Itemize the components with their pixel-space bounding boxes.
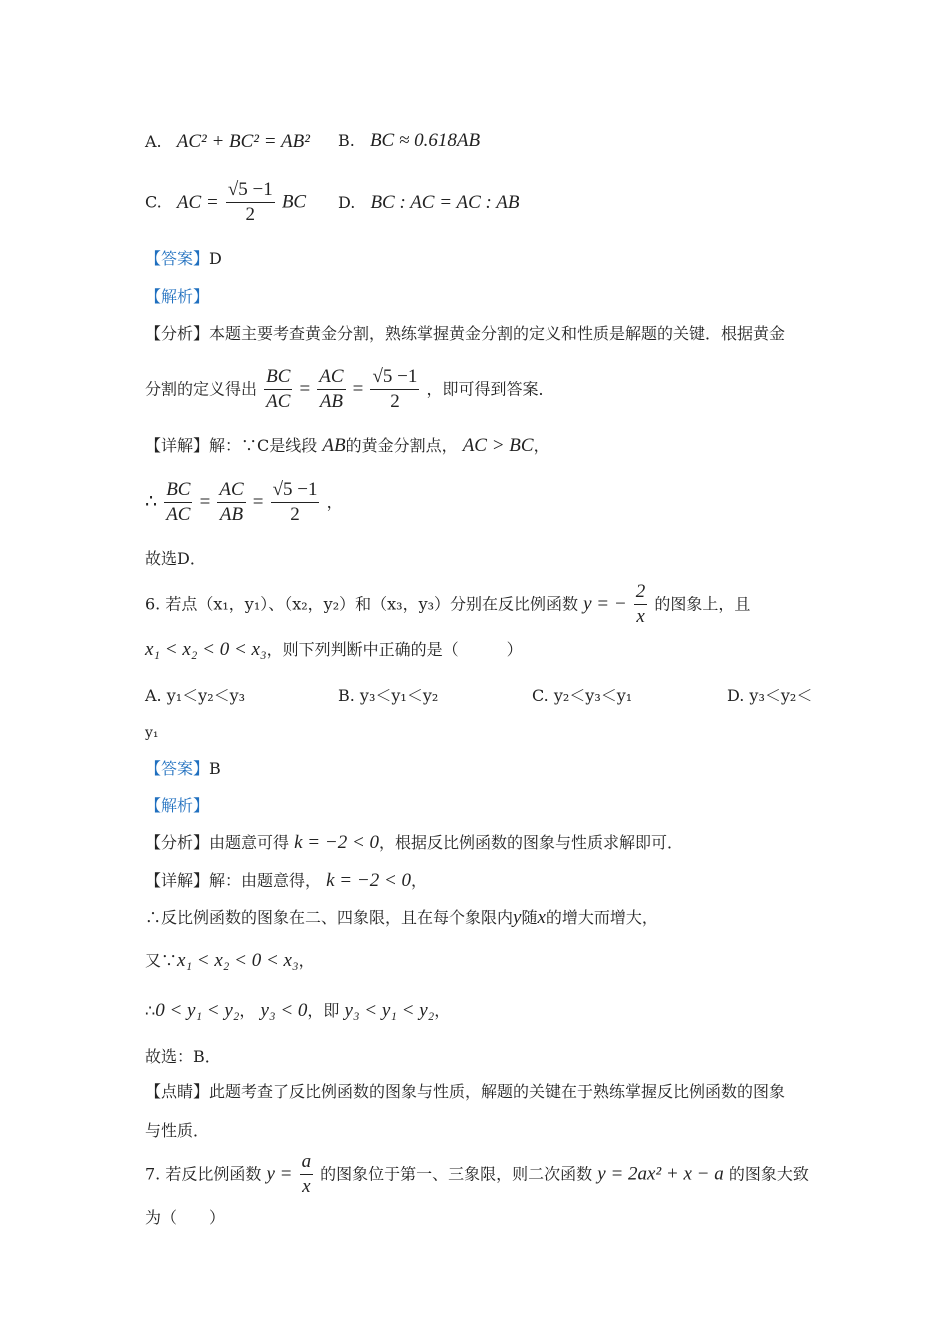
q5-option-c-lhs: AC =	[176, 191, 219, 213]
q6-therefore-math3: y₃ < y₁ < y₂	[344, 1000, 435, 1021]
equals-sign: =	[299, 378, 311, 400]
q6-func-fraction	[634, 580, 648, 629]
q5-option-c-denominator: 2	[245, 204, 256, 225]
q5-xiangjie-comma: ，	[533, 436, 550, 455]
q6-quadrant-x: x	[537, 907, 546, 928]
q6-answer-tag: 【答案】	[145, 759, 210, 778]
q5-xiangjie-frac-bc-ac	[164, 478, 192, 527]
equals-sign: =	[199, 491, 211, 513]
q6-xiangjie-post: ，	[411, 871, 428, 890]
frac-numerator: a	[300, 1150, 314, 1175]
frac-denominator: x	[636, 606, 645, 627]
q5-fenxi-text: 本题主要考查黄金分割，熟练掌握黄金分割的定义和性质是解题的关键．根据黄金	[209, 324, 786, 343]
q6-dianjing-text2: 与性质．	[145, 1121, 210, 1140]
frac-numerator: BC	[164, 478, 192, 503]
q5-xiangjie-frac-ac-ab	[217, 478, 245, 527]
equals-sign: =	[352, 378, 364, 400]
q6-fenxi-post: ，根据反比例函数的图象与性质求解即可．	[379, 833, 684, 852]
frac-numerator: √5 −1	[271, 478, 320, 503]
q6-quadrant-line-pre: ∴反比例函数的图象在二、四象限，且在每个象限内	[145, 908, 514, 927]
q6-therefore-sep: ，	[239, 1001, 256, 1020]
q7-quadratic: y = 2ax² + x − a	[597, 1163, 724, 1185]
frac-denominator: x	[302, 1176, 311, 1197]
frac-denominator: AB	[319, 391, 344, 412]
q5-xiangjie-ineq: AC > BC	[462, 435, 534, 456]
q5-option-c-fraction	[226, 178, 275, 227]
frac-numerator: AC	[317, 365, 345, 390]
q6-conclusion: 故选：B．	[145, 1047, 221, 1066]
q6-quadrant-line-post: 的增大而增大，	[545, 908, 658, 927]
q6-option-a: A. y₁＜y₂＜y₃	[145, 686, 246, 705]
q6-therefore-post: ，	[434, 1001, 451, 1020]
frac-denominator: 2	[390, 391, 400, 412]
q5-option-a-label: A.	[145, 132, 162, 151]
q6-xiangjie-pre: 解：由题意得，	[209, 871, 322, 890]
q5-option-b-math: BC ≈ 0.618AB	[369, 130, 481, 151]
q5-fenxi-line2-pre: 分割的定义得出	[145, 379, 258, 399]
q6-dianjing-text: 此题考查了反比例函数的图象与性质，解题的关键在于熟练掌握反比例函数的图象	[209, 1082, 786, 1101]
q6-quadrant-y: y	[513, 907, 522, 928]
q5-analysis-tag: 【解析】	[145, 287, 210, 306]
q6-dianjing-tag: 【点睛】	[145, 1082, 210, 1101]
q6-xiangjie-math: k = −2 < 0	[326, 870, 412, 891]
q6-fenxi-pre: 由题意可得	[209, 833, 290, 852]
frac-numerator: √5 −1	[370, 365, 419, 390]
q7-func-fraction	[300, 1150, 314, 1199]
q5-option-d-math: BC : AC = AC : AB	[370, 192, 520, 213]
q5-xiangjie-ab: AB	[322, 435, 346, 456]
q6-option-d-continued: y₁	[145, 725, 159, 741]
q5-xiangjie-end-comma: ，	[326, 492, 343, 512]
frac-numerator: AC	[217, 478, 245, 503]
q6-therefore-math1: 0 < y₁ < y₂	[155, 1000, 240, 1021]
q5-fenxi-frac-ac-ab	[317, 365, 345, 414]
q6-answer: B	[209, 759, 221, 778]
q6-stem: 6. 若点（x₁，y₁）、（x₂，y₂）和（x₃，y₃）分别在反比例函数	[145, 594, 579, 614]
q5-xiangjie-tag: 【详解】	[145, 436, 210, 455]
q5-option-b-label: B.	[338, 131, 355, 150]
q6-fenxi-math: k = −2 < 0	[294, 832, 380, 853]
q5-option-c-rhs: BC	[281, 191, 307, 213]
frac-denominator: AB	[219, 504, 244, 525]
q5-fenxi-frac-bc-ac	[264, 365, 292, 414]
q5-xiangjie-text: 解：∵C是线段	[209, 436, 318, 455]
frac-numerator: BC	[264, 365, 292, 390]
q6-you-pre: 又∵	[145, 951, 178, 970]
frac-denominator: AC	[166, 504, 191, 525]
q6-xiangjie-tag: 【详解】	[145, 871, 210, 890]
q5-option-c-numerator: √5 −1	[226, 178, 275, 203]
q5-option-c-label: C.	[145, 192, 162, 212]
q6-option-d: D. y₃＜y₂＜	[727, 686, 813, 705]
q5-fenxi-frac-golden	[370, 365, 419, 414]
q5-option-a-math: AC² + BC² = AB²	[176, 131, 310, 152]
q6-analysis-tag: 【解析】	[145, 796, 210, 815]
q7-stem-pre: 7. 若反比例函数	[145, 1164, 262, 1184]
q5-conclusion: 故选D．	[145, 549, 206, 568]
q6-option-c: C. y₂＜y₃＜y₁	[532, 686, 633, 705]
q7-stem-line2: 为（ ）	[145, 1208, 226, 1227]
frac-numerator: 2	[634, 580, 648, 605]
q5-answer: D	[209, 249, 222, 268]
q6-stem-end: 的图象上，且	[654, 594, 751, 614]
q6-fenxi-tag: 【分析】	[145, 833, 210, 852]
q6-option-b: B. y₃＜y₁＜y₂	[338, 686, 439, 705]
q6-therefore-math2: y₃ < 0	[260, 1000, 308, 1021]
q6-func-lhs: y = −	[583, 593, 627, 615]
q5-xiangjie-text2: 的黄金分割点，	[345, 436, 458, 455]
q5-xiangjie-frac-golden	[271, 478, 320, 527]
frac-denominator: AC	[266, 391, 291, 412]
q7-func-lhs: y =	[266, 1163, 293, 1185]
q5-option-d-label: D.	[338, 193, 356, 212]
q6-condition-math: x₁ < x₂ < 0 < x₃	[145, 639, 267, 660]
q6-you-math: x₁ < x₂ < 0 < x₃	[177, 950, 299, 971]
q6-you-post: ，	[298, 951, 315, 970]
equals-sign: =	[252, 491, 264, 513]
q6-therefore-pre: ∴	[145, 1001, 156, 1020]
q5-answer-tag: 【答案】	[145, 249, 210, 268]
q7-stem-end: 的图象大致	[728, 1164, 809, 1184]
q6-therefore-mid: ，即	[307, 1001, 340, 1020]
frac-denominator: 2	[290, 504, 300, 525]
q7-stem-mid: 的图象位于第一、三象限，则二次函数	[320, 1164, 593, 1184]
therefore-symbol: ∴	[145, 491, 158, 513]
q5-fenxi-line2-post: ，即可得到答案．	[426, 379, 555, 399]
q5-fenxi-tag: 【分析】	[145, 324, 210, 343]
q6-condition-text: ，则下列判断中正确的是（ ）	[266, 640, 523, 659]
q6-quadrant-mid: 随	[521, 908, 538, 927]
